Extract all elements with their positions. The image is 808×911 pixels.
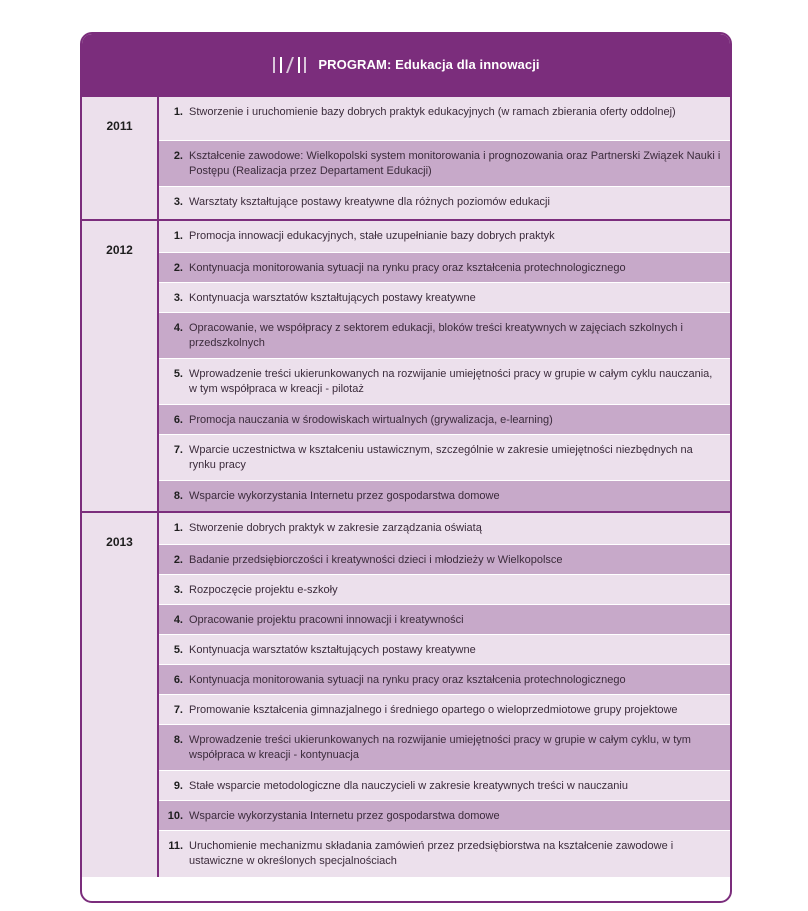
item-list <box>159 221 730 511</box>
item-text: Opracowanie projektu pracowni innowacji i kreatywności <box>189 614 464 626</box>
item-text: Stałe wsparcie metodologiczne dla nauczycieli w zakresie kreatywnych treści w nauczaniu <box>189 780 628 792</box>
list-item <box>159 141 730 187</box>
item-number: 8. <box>173 734 183 746</box>
item-number: 1. <box>173 522 183 534</box>
item-number: 1. <box>173 106 183 118</box>
item-text: Kontynuacja monitorowania sytuacji na rynku pracy oraz kształcenia protechnologicznego <box>189 262 626 274</box>
item-text: Warsztaty kształtujące postawy kreatywne dla różnych poziomów edukacji <box>189 196 550 208</box>
list-item <box>159 283 730 313</box>
item-number: 11. <box>168 840 183 852</box>
year-sections <box>82 97 730 877</box>
program-table <box>80 32 732 903</box>
item-text: Stworzenie dobrych praktyk w zakresie zarządzania oświatą <box>189 522 482 534</box>
list-item <box>159 221 730 253</box>
item-text: Kontynuacja monitorowania sytuacji na rynku pracy oraz kształcenia protechnologicznego <box>189 674 626 686</box>
year-section <box>82 511 730 877</box>
item-text: Uruchomienie mechanizmu składania zamówień przez przedsiębiorstwa na kształcenie zawodowe i ustawiczne w określonych specjalnościach <box>189 840 674 867</box>
item-number: 6. <box>173 674 183 686</box>
list-item <box>159 575 730 605</box>
year-section <box>82 97 730 219</box>
item-text: Wsparcie wykorzystania Internetu przez gospodarstwa domowe <box>189 810 500 822</box>
list-item <box>159 253 730 283</box>
list-item <box>159 771 730 801</box>
year-label: 2012 <box>82 221 159 511</box>
item-text: Badanie przedsiębiorczości i kreatywności dzieci i młodzieży w Wielkopolsce <box>189 554 563 566</box>
year-section <box>82 219 730 511</box>
list-item <box>159 481 730 511</box>
list-item <box>159 513 730 545</box>
item-number: 5. <box>173 368 183 380</box>
list-item <box>159 665 730 695</box>
list-item <box>159 831 730 877</box>
list-item <box>159 725 730 771</box>
item-text: Wprowadzenie treści ukierunkowanych na rozwijanie umiejętności pracy w grupie w całym cyklu nauczania, w tym współpraca w kreacji - pilotaż <box>189 368 713 395</box>
item-text: Wparcie uczestnictwa w kształceniu ustawicznym, szczególnie w zakresie umiejętności niezbędnych na rynku pracy <box>189 444 693 471</box>
list-item <box>159 359 730 405</box>
list-item <box>159 435 730 481</box>
item-number: 3. <box>173 584 183 596</box>
table-title: PROGRAM: Edukacja dla innowacji <box>318 57 540 72</box>
item-text: Kształcenie zawodowe: Wielkopolski system monitorowania i prognozowania oraz Partnerski Związek Nauki i Postępu (Realizacja przez Departament Edukacji) <box>189 150 721 177</box>
item-text: Wsparcie wykorzystania Internetu przez gospodarstwa domowe <box>189 490 500 502</box>
item-text: Opracowanie, we współpracy z sektorem edukacji, bloków treści kreatywnych w zajęciach szkolnych i przedszkolnych <box>189 322 683 349</box>
item-text: Promocja nauczania w środowiskach wirtualnych (grywalizacja, e-learning) <box>189 414 553 426</box>
book-spines-icon <box>272 56 308 74</box>
item-number: 6. <box>173 414 183 426</box>
item-text: Promocja innowacji edukacyjnych, stałe uzupełnianie bazy dobrych praktyk <box>189 230 555 242</box>
item-text: Kontynuacja warsztatów kształtujących postawy kreatywne <box>189 292 476 304</box>
list-item <box>159 801 730 831</box>
item-number: 7. <box>173 704 183 716</box>
item-number: 4. <box>173 614 183 626</box>
item-list <box>159 97 730 219</box>
item-text: Rozpoczęcie projektu e-szkoły <box>189 584 338 596</box>
list-item <box>159 313 730 359</box>
item-list <box>159 513 730 877</box>
table-header <box>82 34 730 97</box>
list-item <box>159 605 730 635</box>
list-item <box>159 187 730 219</box>
list-item <box>159 405 730 435</box>
list-item <box>159 545 730 575</box>
list-item <box>159 695 730 725</box>
item-text: Kontynuacja warsztatów kształtujących postawy kreatywne <box>189 644 476 656</box>
item-number: 7. <box>173 444 183 456</box>
list-item <box>159 635 730 665</box>
item-number: 10. <box>167 810 183 822</box>
item-number: 2. <box>173 150 183 162</box>
item-text: Wprowadzenie treści ukierunkowanych na rozwijanie umiejętności pracy w grupie w całym cyklu, w tym współpraca w kreacji - kontynuacja <box>189 734 691 761</box>
item-number: 4. <box>173 322 183 334</box>
item-number: 1. <box>173 230 183 242</box>
year-label: 2011 <box>82 97 159 219</box>
item-number: 5. <box>173 644 183 656</box>
item-number: 9. <box>173 780 183 792</box>
item-text: Promowanie kształcenia gimnazjalnego i średniego opartego o wieloprzedmiotowe grupy projektowe <box>189 704 678 716</box>
item-number: 2. <box>173 554 183 566</box>
item-number: 3. <box>173 196 183 208</box>
item-text: Stworzenie i uruchomienie bazy dobrych praktyk edukacyjnych (w ramach zbierania oferty oddolnej) <box>189 106 676 118</box>
item-number: 2. <box>173 262 183 274</box>
list-item <box>159 97 730 141</box>
item-number: 8. <box>173 490 183 502</box>
year-label: 2013 <box>82 513 159 877</box>
item-number: 3. <box>173 292 183 304</box>
